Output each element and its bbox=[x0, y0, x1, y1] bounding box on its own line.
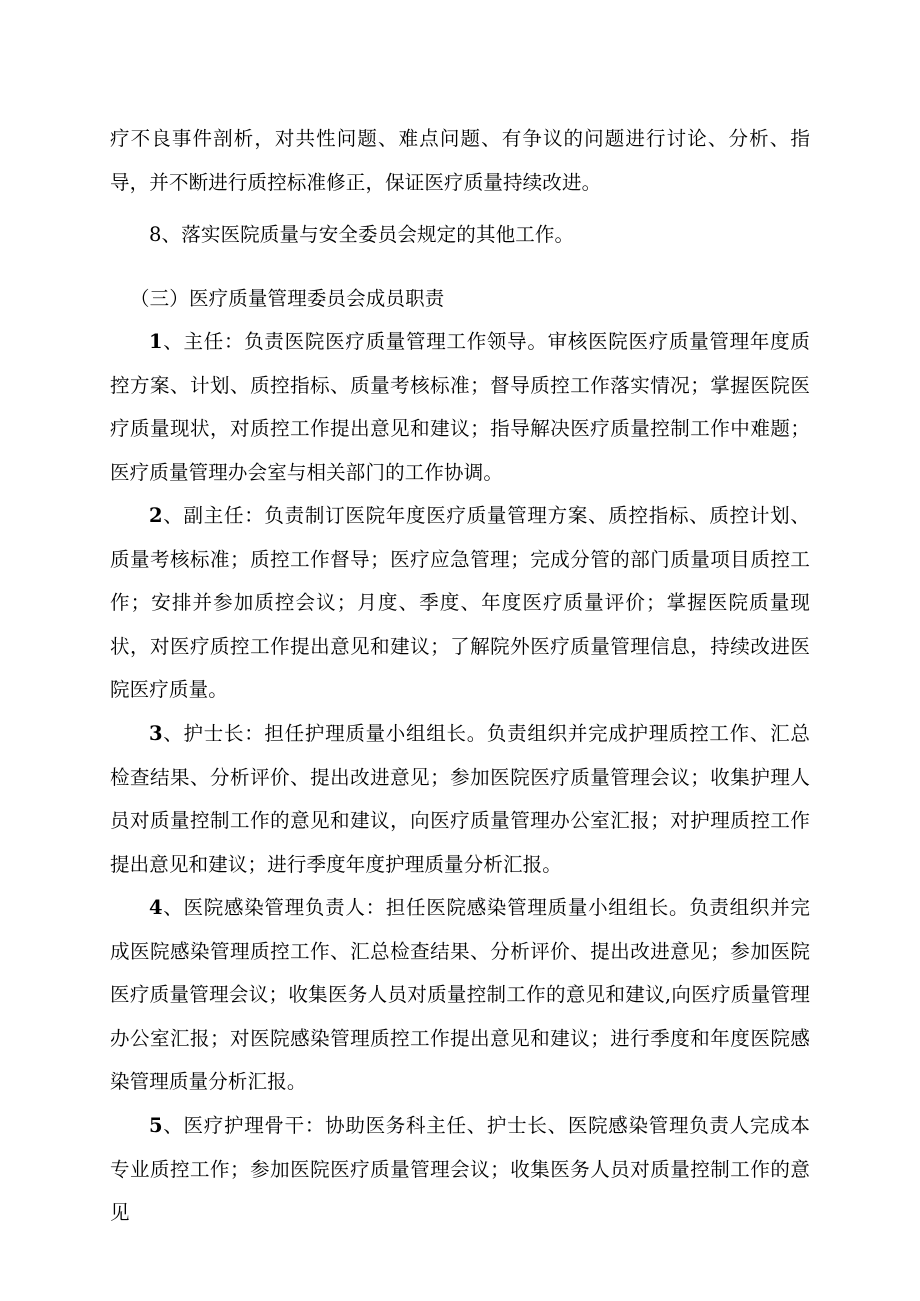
section-heading: （三）医疗质量管理委员会成员职责 bbox=[130, 287, 445, 310]
duty-number-4: 4 bbox=[149, 896, 163, 919]
duty-paragraph-4 bbox=[110, 886, 810, 1104]
duty-paragraph-2 bbox=[110, 494, 810, 712]
duty-number-2: 2 bbox=[149, 504, 163, 527]
duty-number-1: 1 bbox=[149, 330, 163, 353]
continuation-paragraph: 疗不良事件剖析，对共性问题、难点问题、有争议的问题进行讨论、分析、指导，并不断进行质控标准修正，保证医疗质量持续改进。 bbox=[110, 127, 810, 194]
duty-number-5: 5 bbox=[149, 1114, 163, 1137]
duty-text-2: 、副主任：负责制订医院年度医疗质量管理方案、质控指标、质控计划、质量考核标准；质控工作督导；医疗应急管理；完成分管的部门质量项目质控工作；安排并参加质控会议；月度、季度、年度医疗质量评价；掌握医院质量现状，对医疗质控工作提出意见和建议；了解院外医疗质量管理信息，持续改进医院医疗质量。 bbox=[110, 504, 810, 702]
duty-text-5: 、医疗护理骨干：协助医务科主任、护士长、医院感染管理负责人完成本专业质控工作；参加医院医疗质量管理会议；收集医务人员对质量控制工作的意见 bbox=[110, 1114, 810, 1225]
duty-text-3: 、护士长：担任护理质量小组组长。负责组织并完成护理质控工作、汇总检查结果、分析评价、提出改进意见；参加医院医疗质量管理会议；收集护理人员对质量控制工作的意见和建议，向医疗质量管理办公室汇报；对护理质控工作提出意见和建议；进行季度年度护理质量分析汇报。 bbox=[110, 722, 810, 876]
duty-paragraph-3 bbox=[110, 712, 810, 886]
duty-text-4: 、医院感染管理负责人：担任医院感染管理质量小组组长。负责组织并完成医院感染管理质控工作、汇总检查结果、分析评价、提出改进意见；参加医院医疗质量管理会议；收集医务人员对质量控制工作的意见和建议,向医疗质量管理办公室汇报；对医院感染管理质控工作提出意见和建议；进行季度和年度医院感染管理质量分析汇报。 bbox=[110, 896, 810, 1094]
item-8-paragraph: 8、落实医院质量与安全委员会规定的其他工作。 bbox=[149, 223, 575, 246]
duty-text-1: 、主任：负责医院医疗质量管理工作领导。审核医院医疗质量管理年度质控方案、计划、质控指标、质量考核标准；督导质控工作落实情况；掌握医院医疗质量现状，对质控工作提出意见和建议；指导解决医疗质量控制工作中难题；医疗质量管理办会室与相关部门的工作协调。 bbox=[110, 330, 810, 484]
duty-number-3: 3 bbox=[149, 722, 163, 745]
duty-paragraph-5 bbox=[110, 1104, 810, 1235]
duty-paragraph-1 bbox=[110, 320, 810, 494]
